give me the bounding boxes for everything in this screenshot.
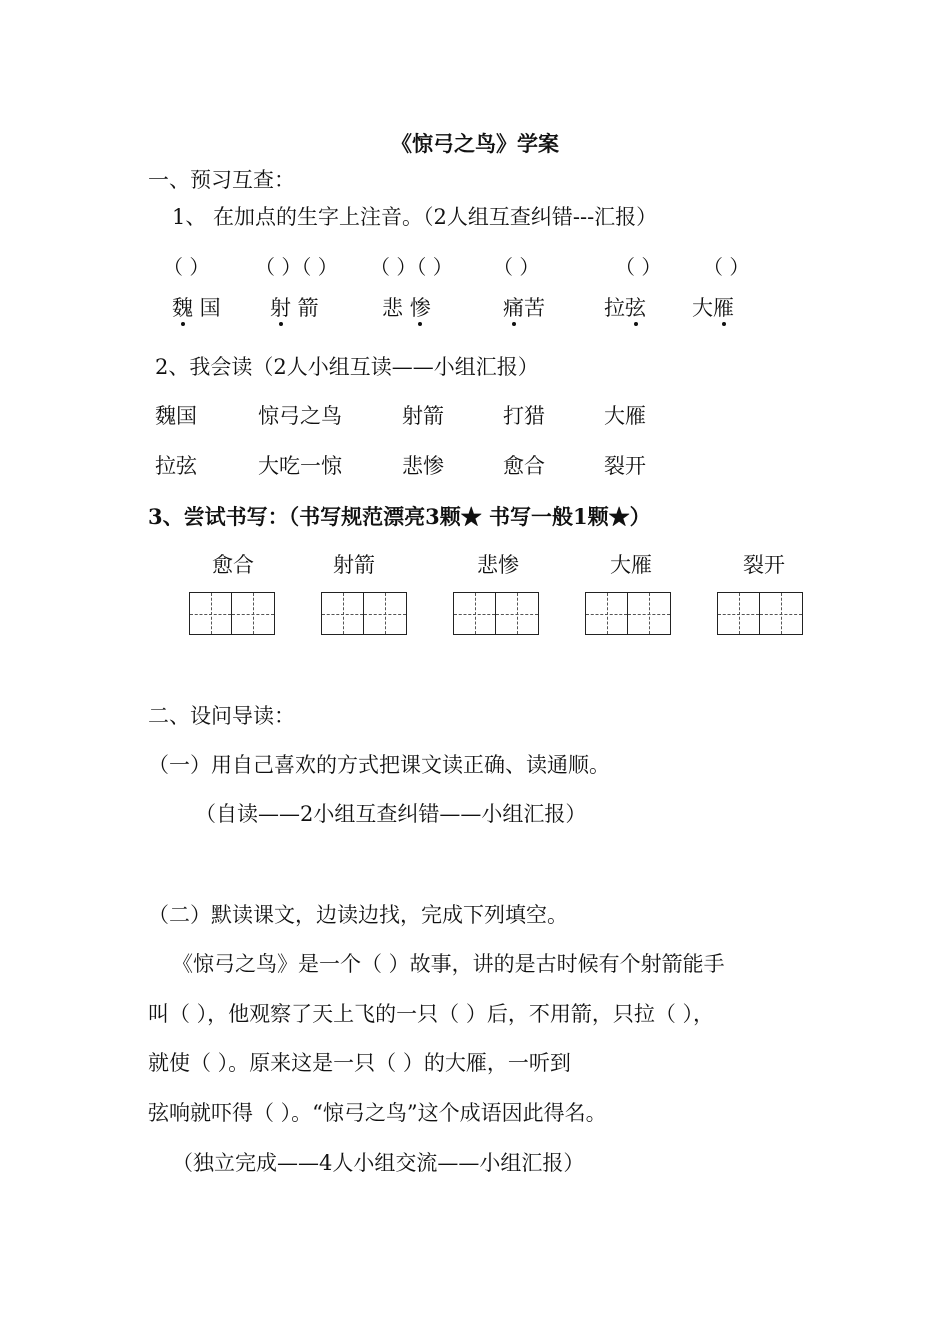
- q3-label: 3、尝试书写：（书写规范漂亮3颗★ 书写一般1颗★）: [148, 504, 651, 529]
- dotted-word: 悲 惨: [382, 296, 431, 320]
- writing-grid[interactable]: [321, 592, 407, 635]
- writing-grid[interactable]: [717, 592, 803, 635]
- section1-heading: 一、预习互查：: [148, 168, 295, 192]
- dotted-word: 拉弦: [604, 296, 646, 320]
- emphasis-char: 魏: [172, 296, 193, 320]
- read-word: 愈合: [503, 454, 545, 478]
- q1-label: 1、 在加点的生字上注音。（2人组互查纠错---汇报）: [172, 205, 658, 229]
- dotted-word: 射 箭: [270, 296, 319, 320]
- pinyin-blank[interactable]: （ ）: [615, 255, 662, 279]
- pinyin-blank[interactable]: （ ）: [703, 255, 750, 279]
- pinyin-blank[interactable]: （ ）: [163, 255, 210, 279]
- writing-grid[interactable]: [189, 592, 275, 635]
- part1-note: （自读——2小组互查纠错——小组汇报）: [195, 802, 587, 826]
- emphasis-char: 惨: [409, 296, 431, 320]
- fill-line[interactable]: 弦响就吓得（ ）。“惊弓之鸟”这个成语因此得名。: [148, 1101, 607, 1125]
- grid-cell[interactable]: [189, 592, 232, 635]
- pinyin-blank[interactable]: （ ）（ ）: [370, 255, 453, 279]
- grid-cell[interactable]: [628, 592, 671, 635]
- part1-label: （一）用自己喜欢的方式把课文读正确、读通顺。: [148, 753, 610, 777]
- read-word: 魏国: [155, 404, 197, 428]
- writing-grid[interactable]: [585, 592, 671, 635]
- pinyin-blank[interactable]: （ ）（ ）: [255, 255, 338, 279]
- grid-cell[interactable]: [585, 592, 628, 635]
- grid-cell[interactable]: [364, 592, 407, 635]
- emphasis-char: 弦: [625, 296, 646, 320]
- writing-grid[interactable]: [453, 592, 539, 635]
- read-word: 大吃一惊: [258, 454, 342, 478]
- emphasis-char: 雁: [713, 296, 734, 320]
- section2-heading: 二、设问导读：: [148, 704, 295, 728]
- dotted-word: 痛苦: [503, 296, 545, 320]
- write-word: 愈合: [212, 553, 254, 577]
- write-word: 悲惨: [477, 553, 519, 577]
- read-word: 射箭: [402, 404, 444, 428]
- grid-cell[interactable]: [232, 592, 275, 635]
- write-word: 射箭: [333, 553, 375, 577]
- grid-cell[interactable]: [453, 592, 496, 635]
- write-word: 大雁: [610, 553, 652, 577]
- read-word: 大雁: [604, 404, 646, 428]
- dotted-word: 大雁: [692, 296, 734, 320]
- write-word: 裂开: [743, 553, 785, 577]
- fill-line[interactable]: 《惊弓之鸟》是一个（ ）故事，讲的是古时候有个射箭能手: [172, 952, 725, 976]
- read-word: 悲惨: [402, 454, 444, 478]
- grid-cell[interactable]: [717, 592, 760, 635]
- read-word: 裂开: [604, 454, 646, 478]
- fill-line[interactable]: 就使（ ）。原来这是一只（ ）的大雁，一听到: [148, 1051, 571, 1075]
- read-word: 惊弓之鸟: [258, 404, 342, 428]
- emphasis-char: 射: [270, 296, 291, 320]
- part2-label: （二）默读课文，边读边找，完成下列填空。: [148, 903, 568, 927]
- q2-label: 2、我会读（2人小组互读——小组汇报）: [155, 355, 539, 379]
- grid-cell[interactable]: [760, 592, 803, 635]
- fill-line[interactable]: 叫（ ），他观察了天上飞的一只（ ）后，不用箭，只拉（ ），: [148, 1002, 715, 1026]
- dotted-word: 魏 国: [172, 296, 221, 320]
- read-word: 打猎: [503, 404, 545, 428]
- grid-cell[interactable]: [321, 592, 364, 635]
- page-title: 《惊弓之鸟》学案: [391, 131, 559, 156]
- pinyin-blank[interactable]: （ ）: [493, 255, 540, 279]
- part2-note: （独立完成——4人小组交流——小组汇报）: [172, 1151, 585, 1175]
- emphasis-char: 痛: [503, 296, 524, 320]
- read-word: 拉弦: [155, 454, 197, 478]
- grid-cell[interactable]: [496, 592, 539, 635]
